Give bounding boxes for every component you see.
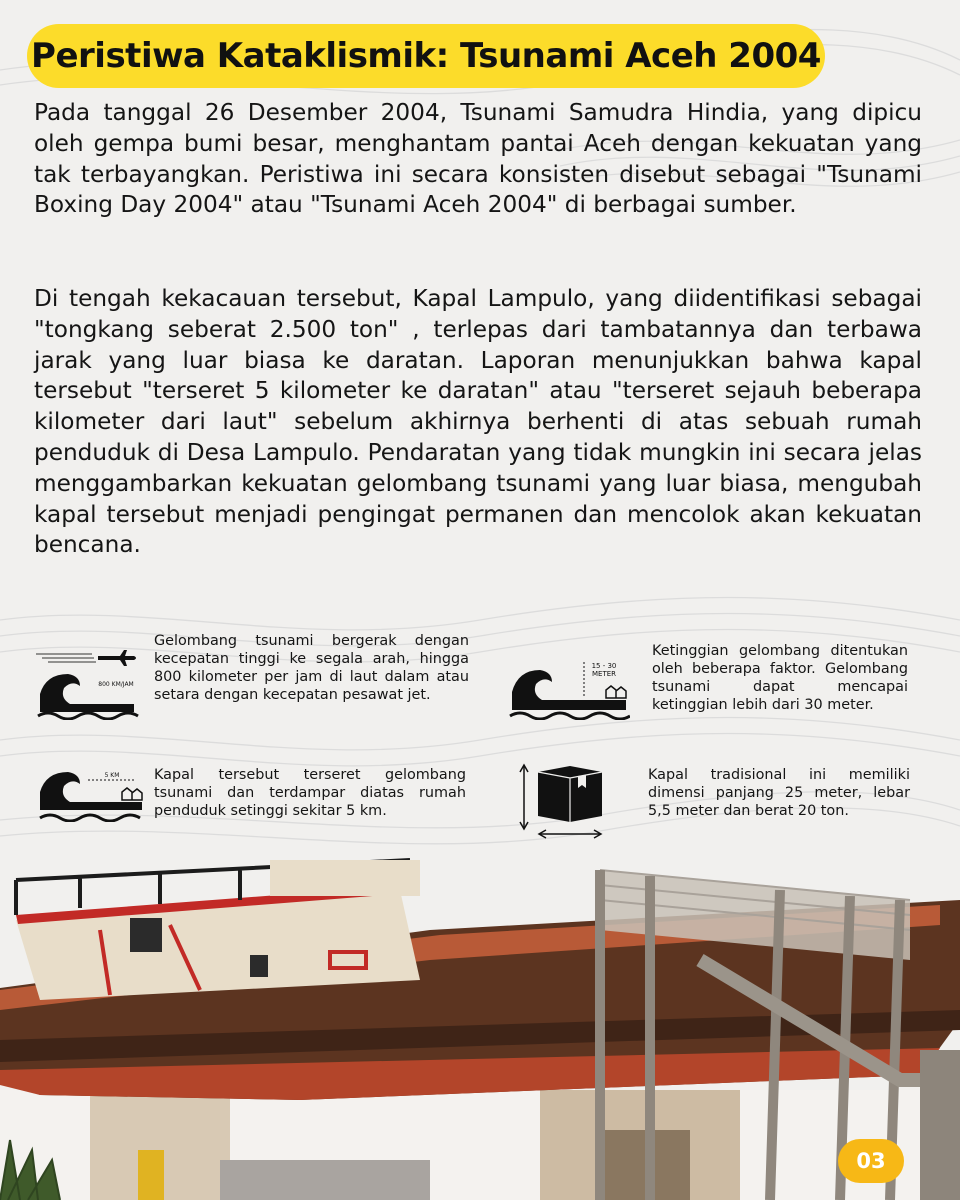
fact-dimensions-text: Kapal tradisional ini memiliki dimensi panjang 25 meter, lebar 5,5 meter dan berat 20 ton. bbox=[648, 767, 910, 819]
page-number: 03 bbox=[856, 1149, 886, 1173]
distance-label: 5 KM bbox=[104, 772, 120, 779]
height-label-unit: METER bbox=[591, 670, 617, 678]
paragraph-ship: Di tengah kekacauan tersebut, Kapal Lampulo, yang diidentifikasi sebagai "tongkang seberat 2.500 ton" , terlepas dari tambatannya dan terbawa jarak yang luar biasa ke daratan. Laporan menunjukkan bahwa kapal tersebut "terseret 5 kilometer ke daratan" atau "terseret sejauh beberapa kilometer dari laut" sebelum akhirnya berhenti di atas sebuah rumah penduduk di Desa Lampulo. Pendaratan yang tidak mungkin ini secara jelas menggambarkan kekuatan gelombang tsunami yang luar biasa, mengubah kapal tersebut menjadi pengingat permanen dan mencolok akan kekuatan bencana. bbox=[34, 285, 922, 559]
tsunami-speed-icon bbox=[34, 646, 142, 720]
paragraph-intro: Pada tanggal 26 Desember 2004, Tsunami Samudra Hindia, yang dipicu oleh gempa bumi besar, menghantam pantai Aceh dengan kekuatan yang tak terbayangkan. Peristiwa ini secara konsisten disebut sebagai "Tsunami Boxing Day 2004" atau "Tsunami Aceh 2004" di berbagai sumber. bbox=[34, 99, 922, 219]
fact-height-text: Ketinggian gelombang ditentukan oleh beberapa faktor. Gelombang tsunami dapat mencapai ketinggian lebih dari 30 meter. bbox=[652, 643, 908, 713]
wave-height-icon bbox=[508, 658, 630, 720]
ship-photo-illustration bbox=[0, 830, 960, 1200]
page-title: Peristiwa Kataklismik: Tsunami Aceh 2004 bbox=[31, 36, 821, 76]
fact-distance-text: Kapal tersebut terseret gelombang tsunami dan terdampar diatas rumah penduduk setinggi sekitar 5 km. bbox=[154, 767, 466, 819]
height-label-range: 15 - 30 bbox=[591, 662, 617, 670]
wave-distance-icon bbox=[38, 764, 146, 822]
title-banner bbox=[27, 24, 825, 88]
speed-label: 800 KM/JAM bbox=[98, 681, 134, 688]
fact-speed-text: Gelombang tsunami bergerak dengan kecepatan tinggi ke segala arah, hingga 800 kilometer per jam di laut dalam atau setara dengan kecepatan pesawat jet. bbox=[154, 633, 469, 703]
page-number-badge bbox=[838, 1139, 904, 1183]
